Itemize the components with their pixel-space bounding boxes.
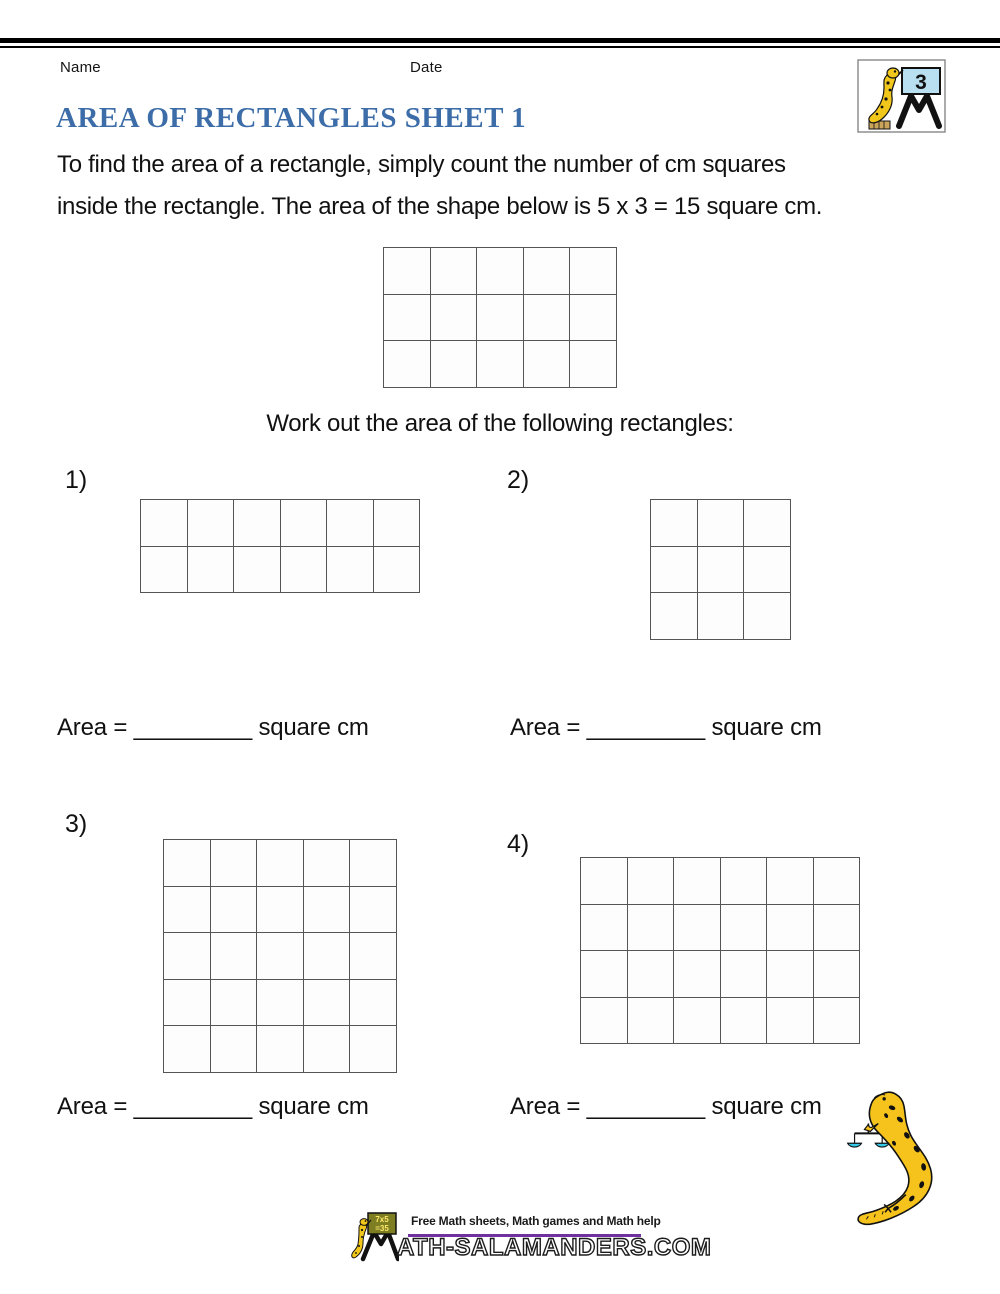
grid-cell xyxy=(350,840,397,887)
grid-cell xyxy=(164,840,211,887)
grid-cell xyxy=(211,980,258,1027)
grid-cell xyxy=(477,295,524,342)
grid-cell xyxy=(374,500,421,547)
intro-line-1: To find the area of a rectangle, simply count the number of cm squares xyxy=(57,151,786,178)
grid-cell xyxy=(581,858,628,905)
grid-cell xyxy=(431,295,478,342)
grid-cell xyxy=(350,887,397,934)
grid-cell xyxy=(581,951,628,998)
problem-3-answer-line: Area = _________ square cm xyxy=(57,1093,369,1120)
grid-cell xyxy=(257,1026,304,1073)
grid-cell xyxy=(257,840,304,887)
date-label: Date xyxy=(410,59,443,76)
grid-cell xyxy=(384,248,431,295)
grid-cell xyxy=(674,951,721,998)
grid-cell xyxy=(698,547,745,594)
grid-cell xyxy=(304,980,351,1027)
grid-cell xyxy=(477,341,524,388)
problem-2-answer-line: Area = _________ square cm xyxy=(510,714,822,741)
grid-cell xyxy=(628,951,675,998)
grid-cell xyxy=(141,500,188,547)
grid-cell xyxy=(570,295,617,342)
problem-2-number: 2) xyxy=(507,466,530,494)
grid-cell xyxy=(304,933,351,980)
grid-cell xyxy=(721,951,768,998)
grid-cell xyxy=(570,341,617,388)
problem-3-grid-5x5 xyxy=(163,839,397,1073)
grid-cell xyxy=(234,500,281,547)
grid-cell xyxy=(327,500,374,547)
math-salamanders-grade-logo xyxy=(857,59,946,133)
name-label: Name xyxy=(60,59,101,76)
grid-cell xyxy=(651,547,698,594)
grid-cell xyxy=(281,500,328,547)
grid-cell xyxy=(141,547,188,594)
salamander-icon xyxy=(843,1088,950,1236)
grid-cell xyxy=(477,248,524,295)
grid-cell xyxy=(814,998,861,1045)
grid-cell xyxy=(744,593,791,640)
grid-cell xyxy=(384,295,431,342)
grid-cell xyxy=(628,858,675,905)
problem-1-answer-line: Area = _________ square cm xyxy=(57,714,369,741)
grid-cell xyxy=(721,858,768,905)
problem-4-grid-6x4 xyxy=(580,857,860,1044)
grid-cell xyxy=(767,858,814,905)
grid-cell xyxy=(524,248,571,295)
problem-1-number: 1) xyxy=(65,466,88,494)
grid-cell xyxy=(814,905,861,952)
grid-cell xyxy=(164,1026,211,1073)
instruction-text: Work out the area of the following rectangles: xyxy=(266,410,734,437)
grid-cell xyxy=(384,341,431,388)
grid-cell xyxy=(188,500,235,547)
grid-cell xyxy=(211,1026,258,1073)
grid-cell xyxy=(814,951,861,998)
grid-cell xyxy=(304,1026,351,1073)
grid-cell xyxy=(767,905,814,952)
grid-cell xyxy=(744,547,791,594)
grid-cell xyxy=(628,905,675,952)
grid-cell xyxy=(721,905,768,952)
top-rule-thin xyxy=(0,46,1000,48)
grid-cell xyxy=(211,887,258,934)
footer-site-wordmark: ATH-SALAMANDERS.COM xyxy=(397,1233,712,1262)
grid-cell xyxy=(234,547,281,594)
grid-cell xyxy=(651,593,698,640)
grid-cell xyxy=(350,1026,397,1073)
problem-3-number: 3) xyxy=(65,810,88,838)
grid-cell xyxy=(628,998,675,1045)
grid-cell xyxy=(698,500,745,547)
footer-logo xyxy=(351,1210,399,1262)
grid-cell xyxy=(767,998,814,1045)
problem-2-grid-3x3 xyxy=(650,499,791,640)
problem-1-grid-6x2 xyxy=(140,499,420,593)
grid-cell xyxy=(327,547,374,594)
footer-tagline: Free Math sheets, Math games and Math help xyxy=(411,1214,661,1228)
grid-cell xyxy=(304,887,351,934)
grid-cell xyxy=(570,248,617,295)
grid-cell xyxy=(164,933,211,980)
grid-cell xyxy=(581,905,628,952)
grid-cell xyxy=(431,248,478,295)
grid-cell xyxy=(744,500,791,547)
grid-cell xyxy=(188,547,235,594)
grid-cell xyxy=(674,998,721,1045)
grid-cell xyxy=(524,341,571,388)
svg-text:3: 3 xyxy=(915,71,927,94)
top-rule-thick xyxy=(0,38,1000,43)
grade-logo-icon xyxy=(857,59,946,133)
footer-logo-icon xyxy=(351,1210,399,1262)
intro-line-2: inside the rectangle. The area of the shape below is 5 x 3 = 15 square cm. xyxy=(57,193,823,220)
grid-cell xyxy=(164,980,211,1027)
grid-cell xyxy=(374,547,421,594)
grid-cell xyxy=(814,858,861,905)
grid-cell xyxy=(257,933,304,980)
grid-cell xyxy=(281,547,328,594)
grid-cell xyxy=(651,500,698,547)
grid-cell xyxy=(581,998,628,1045)
grid-cell xyxy=(257,887,304,934)
grid-cell xyxy=(674,905,721,952)
grid-cell xyxy=(211,933,258,980)
salamander-with-scales-illustration xyxy=(843,1088,950,1236)
grid-cell xyxy=(350,980,397,1027)
grid-cell xyxy=(698,593,745,640)
grid-cell xyxy=(350,933,397,980)
grid-cell xyxy=(211,840,258,887)
problem-4-answer-line: Area = _________ square cm xyxy=(510,1093,822,1120)
grid-cell xyxy=(524,295,571,342)
example-grid-5x3 xyxy=(383,247,617,388)
grid-cell xyxy=(257,980,304,1027)
grid-cell xyxy=(767,951,814,998)
page-title: AREA OF RECTANGLES SHEET 1 xyxy=(56,102,527,134)
grid-cell xyxy=(304,840,351,887)
problem-4-number: 4) xyxy=(507,830,530,858)
grid-cell xyxy=(674,858,721,905)
grid-cell xyxy=(164,887,211,934)
svg-text:7x5: 7x5 xyxy=(375,1215,389,1224)
grid-cell xyxy=(721,998,768,1045)
grid-cell xyxy=(431,341,478,388)
svg-text:=35: =35 xyxy=(375,1224,389,1233)
